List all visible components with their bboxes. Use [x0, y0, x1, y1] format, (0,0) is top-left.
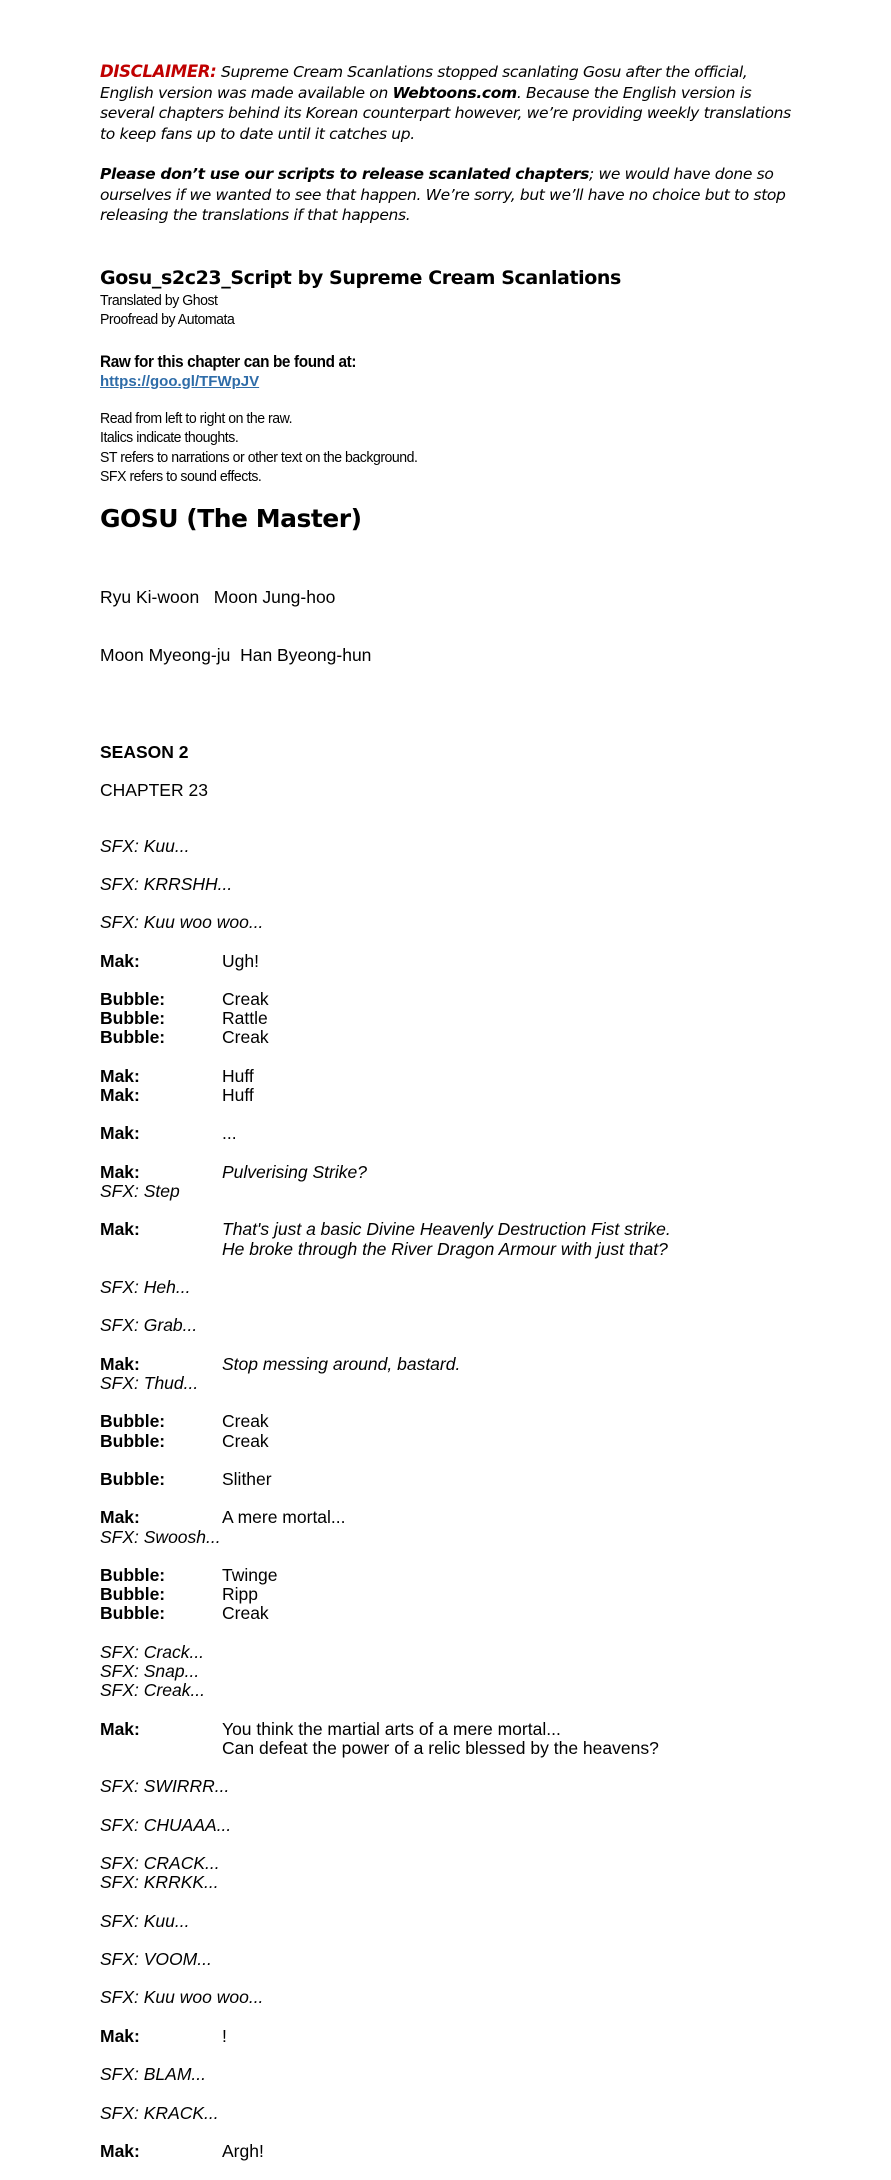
speaker-label: Bubble: [100, 1411, 166, 1432]
script-block [100, 1988, 800, 2007]
script-block [100, 1816, 800, 1835]
webtoons-site-name: Webtoons.com [392, 83, 517, 102]
speaker-label: Mak: [100, 1085, 140, 1106]
sfx-text: SFX: Kuu... [100, 835, 190, 856]
sfx-text: SFX: CRACK... [100, 1852, 220, 1873]
translator-credit: Translated by Ghost [100, 291, 218, 309]
raw-heading: Raw for this chapter can be found at: [100, 351, 357, 371]
dialogue-text: Pulverising Strike? [222, 1161, 367, 1182]
script-block [100, 2142, 800, 2161]
script-block [100, 1508, 800, 1546]
sfx-text: SFX: CHUAAA... [100, 1814, 232, 1835]
script-block [100, 1163, 800, 1201]
sfx-line [100, 1873, 800, 1892]
season-heading: SEASON 2 [100, 741, 189, 762]
script-block [100, 1355, 800, 1393]
sfx-text: SFX: BLAM... [100, 2064, 206, 2085]
proofreader-credit: Proofread by Automata [100, 311, 235, 328]
dialogue-text: Creak [222, 1603, 269, 1624]
speaker-label [100, 1739, 222, 1758]
sfx-line [100, 1854, 800, 1873]
disclaimer-label: DISCLAIMER: [100, 62, 217, 81]
dialogue-text: Huff [222, 1085, 254, 1106]
sfx-text: SFX: Swoosh... [100, 1526, 221, 1547]
script-block [100, 1470, 800, 1489]
show-title: GOSU (The Master) [100, 503, 362, 533]
dialogue-text: Ugh! [222, 950, 259, 971]
script-block [100, 1643, 800, 1701]
dialogue-line [100, 1720, 800, 1739]
cast-line: Ryu Ki-woon Moon Jung-hoo [100, 586, 336, 607]
dialogue-text: You think the martial arts of a mere mortal... [222, 1718, 561, 1739]
disclaimer-text-continued: . Because the English version is several chapters behind its Korean counterpart however, we’re providing weekly translations to keep fans up to date until it catches up. [100, 83, 791, 143]
sfx-text: SFX: Step [100, 1181, 180, 1202]
sfx-line [100, 1316, 800, 1335]
note-line: Italics indicate thoughts. [100, 429, 239, 446]
sfx-line [100, 1950, 800, 1969]
dialogue-text: ! [222, 2025, 227, 2046]
dialogue-text: ... [222, 1123, 237, 1144]
note-line: SFX refers to sound effects. [100, 468, 262, 485]
script-block [100, 1067, 800, 1105]
cast-line: Moon Myeong-ju Han Byeong-hun [100, 645, 372, 665]
sfx-text: SFX: Kuu woo woo... [100, 912, 264, 933]
usage-warning-text: ; we would have done so ourselves if we wanted to see that happen. We’re sorry, but we’ll have no choice but to stop releasing the translations if that happens. [100, 165, 786, 224]
script-block [100, 2104, 800, 2123]
sfx-text: SFX: KRACK... [100, 2102, 219, 2123]
reading-notes [100, 409, 800, 487]
dialogue-line [100, 952, 800, 971]
speaker-label: Bubble: [100, 1603, 166, 1624]
speaker-label: Bubble: [100, 1584, 166, 1605]
dialogue-text: Rattle [222, 1008, 268, 1029]
cast-list [100, 549, 800, 705]
dialogue-line [100, 1470, 800, 1489]
sfx-line [100, 1912, 800, 1931]
sfx-text: SFX: KRRSHH... [100, 873, 233, 894]
dialogue-line [100, 1355, 800, 1374]
script-block [100, 913, 800, 932]
dialogue-line [100, 1124, 800, 1143]
dialogue-line [100, 1566, 800, 1585]
usage-warning-bold: Please don’t use our scripts to release scanlated chapters [100, 165, 590, 183]
script-block [100, 2027, 800, 2046]
speaker-label: Bubble: [100, 1430, 166, 1451]
script-block [100, 1278, 800, 1297]
sfx-line [100, 1988, 800, 2007]
sfx-line [100, 1374, 800, 1393]
dialogue-text: Slither [222, 1469, 272, 1489]
dialogue-line [100, 1432, 800, 1451]
speaker-label: Bubble: [100, 1469, 166, 1489]
script-block [100, 1412, 800, 1450]
dialogue-text: Twinge [222, 1564, 278, 1585]
speaker-label: Bubble: [100, 1027, 166, 1048]
script-block [100, 1316, 800, 1335]
dialogue-line [100, 1412, 800, 1431]
speaker-label: Mak: [100, 2140, 140, 2161]
disclaimer-paragraph [100, 62, 800, 144]
script-block [100, 1220, 800, 1258]
dialogue-line [100, 1009, 800, 1028]
script-block [100, 1720, 800, 1758]
sfx-text: SFX: Crack... [100, 1641, 205, 1662]
speaker-label: Mak: [100, 1718, 140, 1739]
script-block [100, 1777, 800, 1796]
script-block [100, 837, 800, 856]
dialogue-text: Ripp [222, 1584, 258, 1605]
speaker-label: Mak: [100, 2025, 140, 2046]
sfx-line [100, 1816, 800, 1835]
speaker-label: Mak: [100, 1065, 140, 1086]
script-block [100, 1566, 800, 1624]
sfx-text: SFX: Thud... [100, 1373, 199, 1394]
note-line: Read from left to right on the raw. [100, 409, 293, 427]
sfx-text: SFX: Snap... [100, 1660, 200, 1681]
dialogue-text: Creak [222, 1411, 269, 1432]
dialogue-line [100, 1604, 800, 1623]
speaker-label: Mak: [100, 950, 140, 971]
dialogue-text: Argh! [222, 2140, 264, 2161]
dialogue-line [100, 1240, 800, 1259]
dialogue-line [100, 1086, 800, 1105]
dialogue-text: That's just a basic Divine Heavenly Destruction Fist strike. [222, 1219, 671, 1240]
dialogue-line [100, 1508, 800, 1527]
script-block [100, 1124, 800, 1143]
sfx-line [100, 1182, 800, 1201]
dialogue-text: Can defeat the power of a relic blessed by the heavens? [222, 1737, 659, 1758]
dialogue-line [100, 2027, 800, 2046]
sfx-text: SFX: SWIRRR... [100, 1776, 230, 1797]
dialogue-text: Creak [222, 989, 269, 1010]
script-block [100, 1950, 800, 1969]
dialogue-text: Creak [222, 1430, 269, 1451]
script-block [100, 1854, 800, 1892]
sfx-line [100, 875, 800, 894]
usage-warning-paragraph [100, 164, 800, 226]
sfx-text: SFX: Grab... [100, 1315, 198, 1336]
script-block [100, 1912, 800, 1931]
speaker-label: Bubble: [100, 989, 166, 1010]
speaker-label: Mak: [100, 1353, 140, 1374]
dialogue-text: Stop messing around, bastard. [222, 1353, 461, 1374]
dialogue-line [100, 1028, 800, 1047]
sfx-line [100, 913, 800, 932]
speaker-label: Mak: [100, 1123, 140, 1144]
note-line: ST refers to narrations or other text on the background. [100, 448, 418, 466]
speaker-label: Mak: [100, 1219, 140, 1240]
sfx-line [100, 1278, 800, 1297]
sfx-line [100, 1528, 800, 1547]
speaker-label: Mak: [100, 1507, 140, 1528]
script-block [100, 2065, 800, 2084]
sfx-line [100, 1643, 800, 1662]
dialogue-line [100, 1739, 800, 1758]
sfx-text: SFX: Kuu woo woo... [100, 1987, 264, 2008]
sfx-line [100, 1777, 800, 1796]
dialogue-line [100, 990, 800, 1009]
sfx-line [100, 2104, 800, 2123]
sfx-text: SFX: Heh... [100, 1277, 191, 1298]
speaker-label: Bubble: [100, 1564, 166, 1585]
dialogue-text: A mere mortal... [222, 1507, 346, 1528]
dialogue-line [100, 1067, 800, 1086]
sfx-line [100, 1681, 800, 1700]
script-body [100, 837, 800, 2162]
sfx-text: SFX: KRRKK... [100, 1872, 219, 1893]
speaker-label: Bubble: [100, 1008, 166, 1029]
dialogue-line [100, 2142, 800, 2161]
sfx-line [100, 1662, 800, 1681]
dialogue-text: Creak [222, 1027, 269, 1048]
dialogue-line [100, 1220, 800, 1239]
sfx-text: SFX: VOOM... [100, 1948, 212, 1969]
speaker-label: Mak: [100, 1161, 140, 1182]
dialogue-text: Huff [222, 1065, 254, 1086]
dialogue-line [100, 1585, 800, 1604]
script-title: Gosu_s2c23_Script by Supreme Cream Scanlations [100, 266, 621, 289]
script-block [100, 990, 800, 1048]
script-block [100, 875, 800, 894]
dialogue-text: He broke through the River Dragon Armour with just that? [222, 1238, 668, 1259]
script-document [100, 62, 800, 2180]
sfx-line [100, 2065, 800, 2084]
speaker-label [100, 1240, 222, 1259]
sfx-line [100, 837, 800, 856]
sfx-text: SFX: Creak... [100, 1680, 206, 1701]
script-block [100, 952, 800, 971]
disclaimer-text: Supreme Cream Scanlations stopped scanlating Gosu after the official, English version was made available on [100, 63, 748, 102]
chapter-heading: CHAPTER 23 [100, 779, 208, 800]
disclaimer-section [100, 62, 800, 226]
raw-link[interactable]: https://goo.gl/TFWpJV [100, 372, 260, 390]
sfx-text: SFX: Kuu... [100, 1910, 190, 1931]
dialogue-line [100, 1163, 800, 1182]
